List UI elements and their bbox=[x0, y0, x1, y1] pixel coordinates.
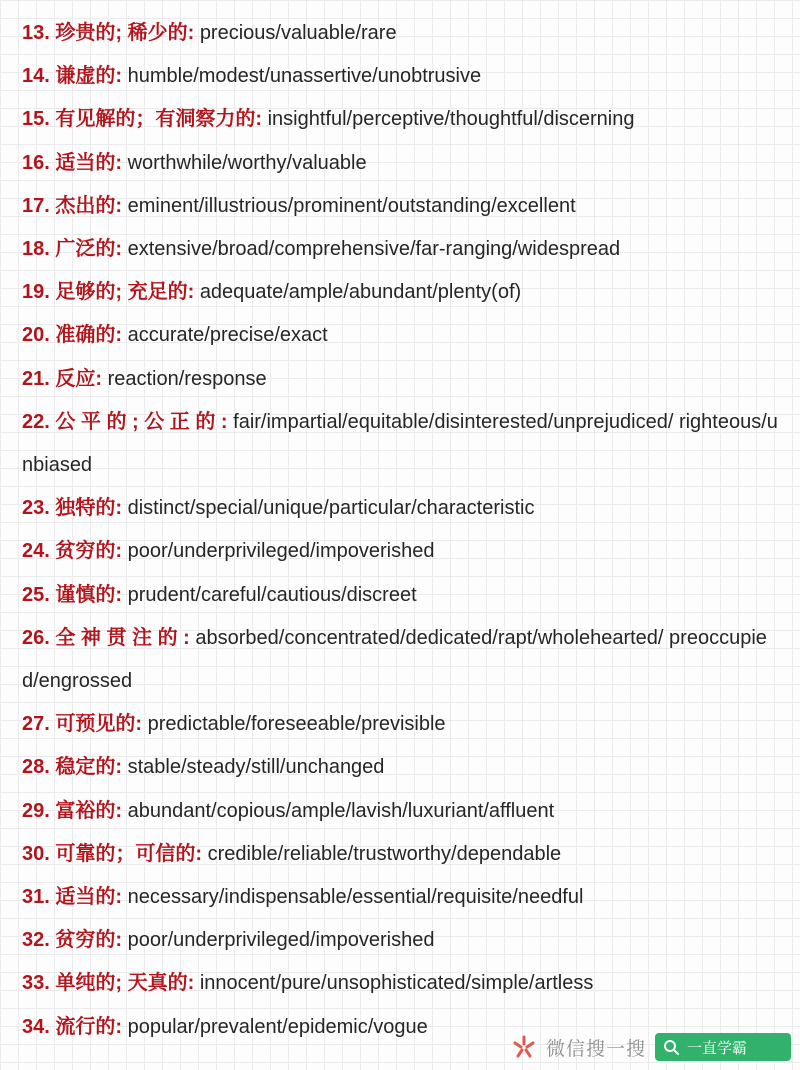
wechat-search-watermark bbox=[510, 1030, 646, 1064]
vocab-synonyms: absorbed/concentrated/dedicated/rapt/wholehearted/ preoccupied/engrossed bbox=[22, 626, 767, 693]
vocab-entry bbox=[22, 790, 782, 833]
vocab-entry bbox=[22, 401, 782, 487]
vocab-term: 32. 贫穷的: bbox=[22, 929, 123, 952]
vocab-entry bbox=[22, 833, 782, 876]
vocab-synonyms: worthwhile/worthy/valuable bbox=[127, 151, 367, 174]
vocab-term: 24. 贫穷的: bbox=[22, 540, 123, 563]
vocab-synonyms: prudent/careful/cautious/discreet bbox=[127, 583, 417, 606]
vocab-entry bbox=[22, 12, 782, 55]
vocab-synonyms: fair/impartial/equitable/disinterested/unprejudiced/ righteous/unbiased bbox=[22, 410, 778, 477]
vocab-term: 34. 流行的: bbox=[22, 1015, 123, 1038]
vocab-entry bbox=[22, 98, 782, 141]
search-badge bbox=[655, 1033, 791, 1061]
vocab-synonyms: eminent/illustrious/prominent/outstanding/excellent bbox=[127, 194, 576, 217]
vocab-synonyms: reaction/response bbox=[107, 367, 267, 390]
vocab-synonyms: humble/modest/unassertive/unobtrusive bbox=[127, 65, 482, 88]
vocab-entry bbox=[22, 530, 782, 573]
wechat-search-icon bbox=[510, 1033, 538, 1061]
vocab-term: 29. 富裕的: bbox=[22, 799, 123, 822]
vocab-term: 16. 适当的: bbox=[22, 151, 123, 174]
vocab-synonyms: accurate/precise/exact bbox=[127, 324, 328, 347]
vocab-entry bbox=[22, 574, 782, 617]
watermark-text: 微信搜一搜 bbox=[546, 1038, 647, 1060]
vocab-term: 14. 谦虚的: bbox=[22, 65, 123, 88]
vocab-entry bbox=[22, 746, 782, 789]
vocab-entry bbox=[22, 617, 782, 703]
vocab-term: 26. 全 神 贯 注 的 : bbox=[22, 626, 190, 649]
vocab-entry bbox=[22, 919, 782, 962]
vocab-entry bbox=[22, 228, 782, 271]
vocab-entry bbox=[22, 314, 782, 357]
vocab-term: 21. 反应: bbox=[22, 367, 103, 390]
vocab-synonyms: adequate/ample/abundant/plenty(of) bbox=[199, 281, 522, 304]
vocab-entry bbox=[22, 876, 782, 919]
vocab-entry bbox=[22, 962, 782, 1005]
vocab-synonyms: extensive/broad/comprehensive/far-ranging/widespread bbox=[127, 238, 621, 261]
vocab-term: 19. 足够的; 充足的: bbox=[22, 281, 195, 304]
vocab-entry bbox=[22, 358, 782, 401]
vocab-synonyms: abundant/copious/ample/lavish/luxuriant/affluent bbox=[127, 799, 555, 822]
search-icon bbox=[663, 1039, 679, 1055]
vocab-synonyms: insightful/perceptive/thoughtful/discerning bbox=[267, 108, 635, 131]
vocab-term: 15. 有见解的；有洞察力的: bbox=[22, 108, 263, 131]
vocab-synonyms: popular/prevalent/epidemic/vogue bbox=[127, 1015, 428, 1038]
vocab-term: 23. 独特的: bbox=[22, 497, 123, 520]
vocab-entry bbox=[22, 271, 782, 314]
vocab-term: 31. 适当的: bbox=[22, 886, 123, 909]
vocab-entry bbox=[22, 703, 782, 746]
vocab-entry bbox=[22, 55, 782, 98]
vocab-entry bbox=[22, 487, 782, 530]
vocab-entry bbox=[22, 185, 782, 228]
vocab-term: 17. 杰出的: bbox=[22, 194, 123, 217]
vocab-term: 25. 谨慎的: bbox=[22, 583, 123, 606]
vocab-synonyms: predictable/foreseeable/previsible bbox=[147, 713, 446, 736]
vocab-synonyms: necessary/indispensable/essential/requisite/needful bbox=[127, 886, 584, 909]
vocab-term: 30. 可靠的；可信的: bbox=[22, 842, 203, 865]
search-badge-label: 一直学霸 bbox=[687, 1039, 748, 1057]
vocab-term: 13. 珍贵的; 稀少的: bbox=[22, 22, 195, 44]
vocab-synonyms: poor/underprivileged/impoverished bbox=[127, 540, 435, 563]
vocab-term: 20. 准确的: bbox=[22, 324, 123, 347]
vocab-synonyms: precious/valuable/rare bbox=[199, 22, 397, 44]
vocab-entry bbox=[22, 142, 782, 185]
vocab-synonyms: distinct/special/unique/particular/characteristic bbox=[127, 497, 535, 520]
vocab-term: 27. 可预见的: bbox=[22, 713, 143, 736]
vocab-term: 22. 公 平 的 ; 公 正 的 : bbox=[22, 410, 228, 433]
vocab-synonyms: credible/reliable/trustworthy/dependable bbox=[207, 842, 562, 865]
vocab-term: 18. 广泛的: bbox=[22, 238, 123, 261]
vocabulary-list bbox=[22, 12, 782, 1049]
vocab-synonyms: stable/steady/still/unchanged bbox=[127, 756, 385, 779]
vocab-term: 33. 单纯的; 天真的: bbox=[22, 972, 195, 995]
vocab-term: 28. 稳定的: bbox=[22, 756, 123, 779]
vocab-synonyms: poor/underprivileged/impoverished bbox=[127, 929, 435, 952]
vocab-synonyms: innocent/pure/unsophisticated/simple/artless bbox=[199, 972, 594, 995]
